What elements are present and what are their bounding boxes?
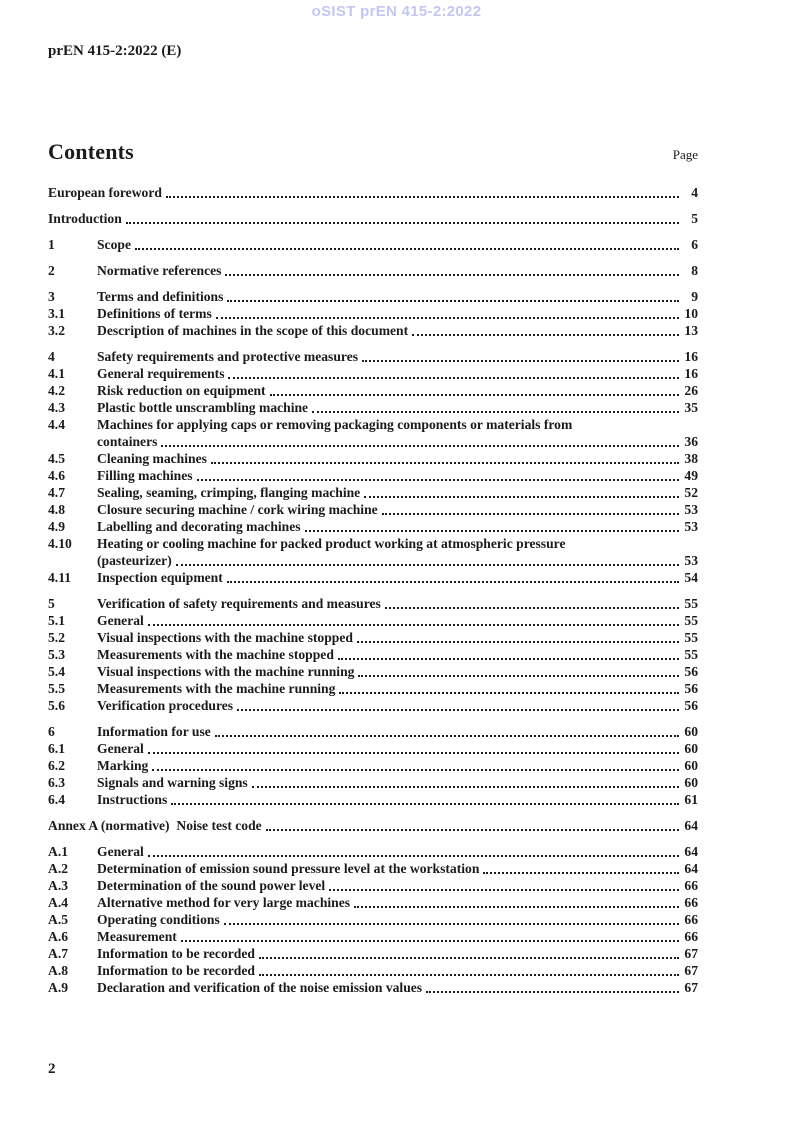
toc-entry-title: Cleaning machines xyxy=(97,451,207,466)
toc-entry xyxy=(48,433,698,450)
toc-entry-title: Information to be recorded xyxy=(97,963,255,978)
toc-entry xyxy=(48,518,698,535)
watermark-text: oSIST prEN 415-2:2022 xyxy=(311,3,482,20)
toc-entry xyxy=(48,629,698,646)
toc-entry-title: Visual inspections with the machine stopped xyxy=(97,630,353,645)
toc-entry-title: Scope xyxy=(97,237,131,252)
toc-entry xyxy=(48,646,698,663)
toc-entry-page: 38 xyxy=(684,451,698,466)
toc-entry-number: 5.2 xyxy=(48,630,65,645)
toc-entry-page: 16 xyxy=(684,349,698,364)
toc-dot-leader xyxy=(362,360,679,362)
toc-entry xyxy=(48,501,698,518)
toc-entry-title: Measurement xyxy=(97,929,177,944)
toc-entry xyxy=(48,877,698,894)
toc-entry xyxy=(48,484,698,501)
toc-dot-leader xyxy=(152,769,679,771)
toc-entry-number: 6.2 xyxy=(48,758,65,773)
toc-entry xyxy=(48,774,698,791)
toc-entry-title: European foreword xyxy=(48,185,162,200)
toc-entry xyxy=(48,979,698,996)
toc-entry-title: Inspection equipment xyxy=(97,570,223,585)
toc-dot-leader xyxy=(197,479,679,481)
toc-entry-number: 6.1 xyxy=(48,741,65,756)
toc-entry-title: Sealing, seaming, crimping, flanging machine xyxy=(97,485,361,500)
toc-entry-page: 66 xyxy=(684,878,698,893)
toc-entry-page: 10 xyxy=(684,306,698,321)
toc-entry-page: 56 xyxy=(684,664,698,679)
toc-entry-page: 60 xyxy=(684,775,698,790)
toc-entry-page: 55 xyxy=(684,613,698,628)
toc-entry-title: Measurements with the machine stopped xyxy=(97,647,334,662)
toc-entry xyxy=(48,348,698,365)
toc-dot-leader xyxy=(228,377,679,379)
toc-entry-title: Risk reduction on equipment xyxy=(97,383,266,398)
toc-dot-leader xyxy=(382,513,679,515)
toc-entry-title: Terms and definitions xyxy=(97,289,224,304)
toc-dot-leader xyxy=(225,274,679,276)
toc-dot-leader xyxy=(358,675,679,677)
toc-entry-page: 13 xyxy=(684,323,698,338)
toc-dot-leader xyxy=(338,658,679,660)
toc-dot-leader xyxy=(357,641,679,643)
toc-entry-title: Marking xyxy=(97,758,149,773)
toc-entry xyxy=(48,595,698,612)
toc-entry-page: 35 xyxy=(684,400,698,415)
toc-entry-page: 8 xyxy=(691,263,698,278)
toc-dot-leader xyxy=(224,923,679,925)
toc-entry xyxy=(48,894,698,911)
toc-entry-number: A.9 xyxy=(48,980,69,995)
toc-entry-title: Annex A (normative) Noise test code xyxy=(48,818,262,833)
toc-entry-page: 60 xyxy=(684,741,698,756)
toc-dot-leader xyxy=(211,462,679,464)
toc-entry-page: 9 xyxy=(691,289,698,304)
toc-dot-leader xyxy=(176,564,679,566)
toc-dot-leader xyxy=(305,530,679,532)
toc-entry xyxy=(48,817,698,834)
toc-entry xyxy=(48,928,698,945)
toc-dot-leader xyxy=(171,803,679,805)
toc-dot-leader xyxy=(166,196,679,198)
toc-entry-number: 3.2 xyxy=(48,323,65,338)
toc-entry-number: A.3 xyxy=(48,878,69,893)
toc-entry-page: 55 xyxy=(684,596,698,611)
toc-entry-number: 5.6 xyxy=(48,698,65,713)
toc-entry-number: 5 xyxy=(48,596,55,611)
toc-entry-number: A.6 xyxy=(48,929,69,944)
toc-entry-title: Labelling and decorating machines xyxy=(97,519,301,534)
toc-entry-page: 52 xyxy=(684,485,698,500)
toc-dot-leader xyxy=(227,581,679,583)
toc-entry-title: containers xyxy=(97,434,158,449)
toc-entry xyxy=(48,843,698,860)
toc-entry-number: 4.8 xyxy=(48,502,65,517)
toc-entry-number: A.5 xyxy=(48,912,69,927)
toc-entry-page: 55 xyxy=(684,630,698,645)
toc-entry-number: 1 xyxy=(48,237,55,252)
toc-entry xyxy=(48,365,698,382)
toc-entry-page: 67 xyxy=(684,946,698,961)
toc-entry-title: Plastic bottle unscrambling machine xyxy=(97,400,309,415)
toc-entry-page: 61 xyxy=(684,792,698,807)
page-column-label: Page xyxy=(672,147,698,162)
toc-dot-leader xyxy=(266,829,679,831)
toc-dot-leader xyxy=(385,607,679,609)
toc-entry-title: Definitions of terms xyxy=(97,306,212,321)
toc-entry-number: 3.1 xyxy=(48,306,65,321)
toc-entry-page: 5 xyxy=(691,211,698,226)
toc-entry xyxy=(48,450,698,467)
toc-entry-number: 4.2 xyxy=(48,383,65,398)
toc-entry xyxy=(48,723,698,740)
toc-entry-number: 5.3 xyxy=(48,647,65,662)
toc-entry-page: 64 xyxy=(684,844,698,859)
toc-entry-title: Machines for applying caps or removing packaging components or materials from xyxy=(97,417,573,432)
toc-entry xyxy=(48,210,698,227)
toc-entry-number: A.2 xyxy=(48,861,69,876)
toc-dot-leader xyxy=(339,692,679,694)
toc-entry-page: 49 xyxy=(684,468,698,483)
toc-dot-leader xyxy=(227,300,679,302)
toc-entry-page: 60 xyxy=(684,724,698,739)
toc-entry-title: Determination of emission sound pressure level at the workstation xyxy=(97,861,480,876)
toc-entry xyxy=(48,860,698,877)
toc-entry-number: 4.9 xyxy=(48,519,65,534)
toc-entry-number: 4.1 xyxy=(48,366,65,381)
toc-entry xyxy=(48,288,698,305)
toc-entry xyxy=(48,305,698,322)
toc-entry-page: 64 xyxy=(684,818,698,833)
toc-entry-page: 66 xyxy=(684,929,698,944)
toc-entry-page: 56 xyxy=(684,681,698,696)
toc-entry-title: Normative references xyxy=(97,263,222,278)
toc-entry-page: 4 xyxy=(691,185,698,200)
toc-entry-title: Information to be recorded xyxy=(97,946,255,961)
toc-dot-leader xyxy=(215,735,679,737)
toc-dot-leader xyxy=(126,222,679,224)
toc-dot-leader xyxy=(426,991,679,993)
toc-entry-title: Verification of safety requirements and measures xyxy=(97,596,381,611)
toc-entry-title: Verification procedures xyxy=(97,698,234,713)
toc-entry-number: 4.11 xyxy=(48,570,72,585)
toc-entry-page: 67 xyxy=(684,963,698,978)
toc-entry-title: Safety requirements and protective measures xyxy=(97,349,359,364)
toc-dot-leader xyxy=(259,957,679,959)
toc-entry-number: 4.7 xyxy=(48,485,65,500)
toc-entry-title: Information for use xyxy=(97,724,211,739)
toc-entry xyxy=(48,962,698,979)
toc-entry xyxy=(48,791,698,808)
toc-dot-leader xyxy=(148,855,679,857)
toc-entry-number: 6 xyxy=(48,724,55,739)
toc-entry-page: 54 xyxy=(684,570,698,585)
toc-entry-page: 53 xyxy=(684,553,698,568)
toc-entry xyxy=(48,262,698,279)
toc-dot-leader xyxy=(135,248,679,250)
toc-dot-leader xyxy=(216,317,679,319)
toc-entry-page: 66 xyxy=(684,912,698,927)
toc-entry-number: 3 xyxy=(48,289,55,304)
toc-entry-title: Signals and warning signs xyxy=(97,775,248,790)
toc-entry-title: Filling machines xyxy=(97,468,193,483)
toc-dot-leader xyxy=(270,394,679,396)
toc-entry-title: Closure securing machine / cork wiring machine xyxy=(97,502,378,517)
toc-entry-number: 4 xyxy=(48,349,55,364)
toc-entry-page: 56 xyxy=(684,698,698,713)
toc-entry-title: General requirements xyxy=(97,366,225,381)
toc-entry-title: Alternative method for very large machines xyxy=(97,895,351,910)
contents-heading: Contents xyxy=(48,139,134,164)
toc-entry-title: General xyxy=(97,741,144,756)
toc-entry-number: 6.3 xyxy=(48,775,65,790)
toc-entry xyxy=(48,399,698,416)
toc-entry-title: Measurements with the machine running xyxy=(97,681,336,696)
toc-dot-leader xyxy=(252,786,679,788)
toc-entry-number: 5.1 xyxy=(48,613,65,628)
toc-entry-title: General xyxy=(97,844,144,859)
toc-entry-number: 4.3 xyxy=(48,400,65,415)
toc-entry xyxy=(48,740,698,757)
toc-list xyxy=(48,184,698,996)
toc-entry xyxy=(48,467,698,484)
toc-entry-number: A.1 xyxy=(48,844,69,859)
toc-dot-leader xyxy=(354,906,679,908)
toc-entry-page: 36 xyxy=(684,434,698,449)
toc-entry xyxy=(48,416,698,433)
toc-entry xyxy=(48,382,698,399)
toc-dot-leader xyxy=(259,974,679,976)
toc-entry xyxy=(48,757,698,774)
toc-entry-page: 55 xyxy=(684,647,698,662)
toc-dot-leader xyxy=(148,752,679,754)
toc-entry xyxy=(48,184,698,201)
toc-entry xyxy=(48,552,698,569)
toc-dot-leader xyxy=(237,709,679,711)
toc-entry-number: 4.10 xyxy=(48,536,72,551)
toc-entry-title: Introduction xyxy=(48,211,122,226)
toc-entry-page: 53 xyxy=(684,502,698,517)
toc-entry xyxy=(48,697,698,714)
contents-section xyxy=(48,139,698,996)
toc-entry-title: Instructions xyxy=(97,792,168,807)
toc-dot-leader xyxy=(312,411,679,413)
toc-entry xyxy=(48,612,698,629)
toc-entry-page: 67 xyxy=(684,980,698,995)
toc-dot-leader xyxy=(181,940,679,942)
toc-entry xyxy=(48,680,698,697)
toc-entry-title: (pasteurizer) xyxy=(97,553,172,568)
toc-dot-leader xyxy=(364,496,679,498)
toc-entry-number: 4.6 xyxy=(48,468,65,483)
toc-entry xyxy=(48,535,698,552)
toc-entry-number: 6.4 xyxy=(48,792,65,807)
toc-entry xyxy=(48,569,698,586)
toc-entry-number: A.8 xyxy=(48,963,69,978)
toc-entry-page: 66 xyxy=(684,895,698,910)
toc-entry-page: 60 xyxy=(684,758,698,773)
toc-dot-leader xyxy=(161,445,679,447)
toc-entry-page: 16 xyxy=(684,366,698,381)
toc-entry-title: Operating conditions xyxy=(97,912,220,927)
page-number-footer: 2 xyxy=(48,1061,56,1077)
toc-entry-number: A.4 xyxy=(48,895,69,910)
toc-entry-title: Description of machines in the scope of this document xyxy=(97,323,409,338)
toc-dot-leader xyxy=(148,624,679,626)
document-reference: prEN 415-2:2022 (E) xyxy=(48,43,182,59)
toc-entry-number: 2 xyxy=(48,263,55,278)
toc-entry-title: Visual inspections with the machine running xyxy=(97,664,355,679)
toc-entry-page: 26 xyxy=(684,383,698,398)
toc-entry xyxy=(48,945,698,962)
toc-entry-number: 5.4 xyxy=(48,664,65,679)
toc-dot-leader xyxy=(329,889,679,891)
contents-header-row xyxy=(48,139,698,168)
toc-entry-title: Heating or cooling machine for packed product working at atmospheric pressure xyxy=(97,536,566,551)
toc-entry-number: A.7 xyxy=(48,946,69,961)
toc-entry-page: 53 xyxy=(684,519,698,534)
toc-entry-title: Determination of the sound power level xyxy=(97,878,326,893)
toc-entry-title: Declaration and verification of the noise emission values xyxy=(97,980,423,995)
toc-entry-number: 5.5 xyxy=(48,681,65,696)
toc-entry xyxy=(48,911,698,928)
toc-entry-page: 6 xyxy=(691,237,698,252)
toc-entry xyxy=(48,322,698,339)
toc-dot-leader xyxy=(412,334,679,336)
toc-entry-number: 4.5 xyxy=(48,451,65,466)
toc-dot-leader xyxy=(483,872,679,874)
toc-entry xyxy=(48,236,698,253)
toc-entry-title: General xyxy=(97,613,144,628)
toc-entry-page: 64 xyxy=(684,861,698,876)
toc-entry xyxy=(48,663,698,680)
toc-entry-number: 4.4 xyxy=(48,417,65,432)
